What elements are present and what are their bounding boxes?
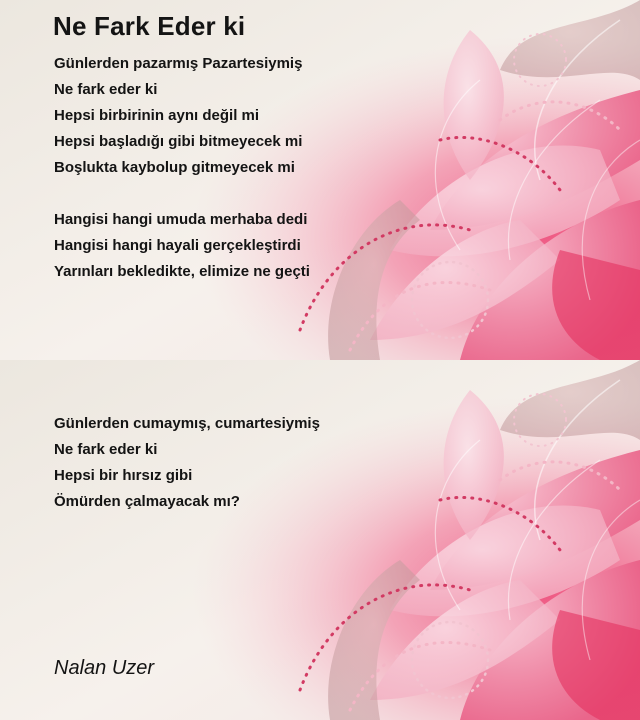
poem-title: Ne Fark Eder ki <box>53 11 246 41</box>
stanza-2 <box>54 207 310 285</box>
poem-line: Ne fark eder ki <box>54 81 158 98</box>
poem-line: Boşlukta kaybolup gitmeyecek mi <box>54 159 295 176</box>
poem-line: Hangisi hangi hayali gerçekleştirdi <box>54 237 301 254</box>
poem-panel-bottom <box>0 360 640 720</box>
poem-line: Hangisi hangi umuda merhaba dedi <box>54 211 308 228</box>
poem-line: Hepsi bir hırsız gibi <box>54 467 193 484</box>
poem-line: Günlerden pazarmış Pazartesiymiş <box>54 55 303 72</box>
poem-author: Nalan Uzer <box>54 657 155 679</box>
poem-line: Ömürden çalmayacak mı? <box>54 493 240 510</box>
poem-line: Hepsi birbirinin aynı değil mi <box>54 107 260 124</box>
stanza-1 <box>54 51 302 181</box>
poem-line: Ne fark eder ki <box>54 441 158 458</box>
poem-line: Günlerden cumaymış, cumartesiymiş <box>54 415 320 432</box>
poem-line: Yarınları bekledikte, elimize ne geçti <box>54 263 310 280</box>
stanza-3 <box>54 411 320 515</box>
poem-line: Hepsi başladığı gibi bitmeyecek mi <box>54 133 303 150</box>
poem-text-block-bottom <box>0 360 640 720</box>
